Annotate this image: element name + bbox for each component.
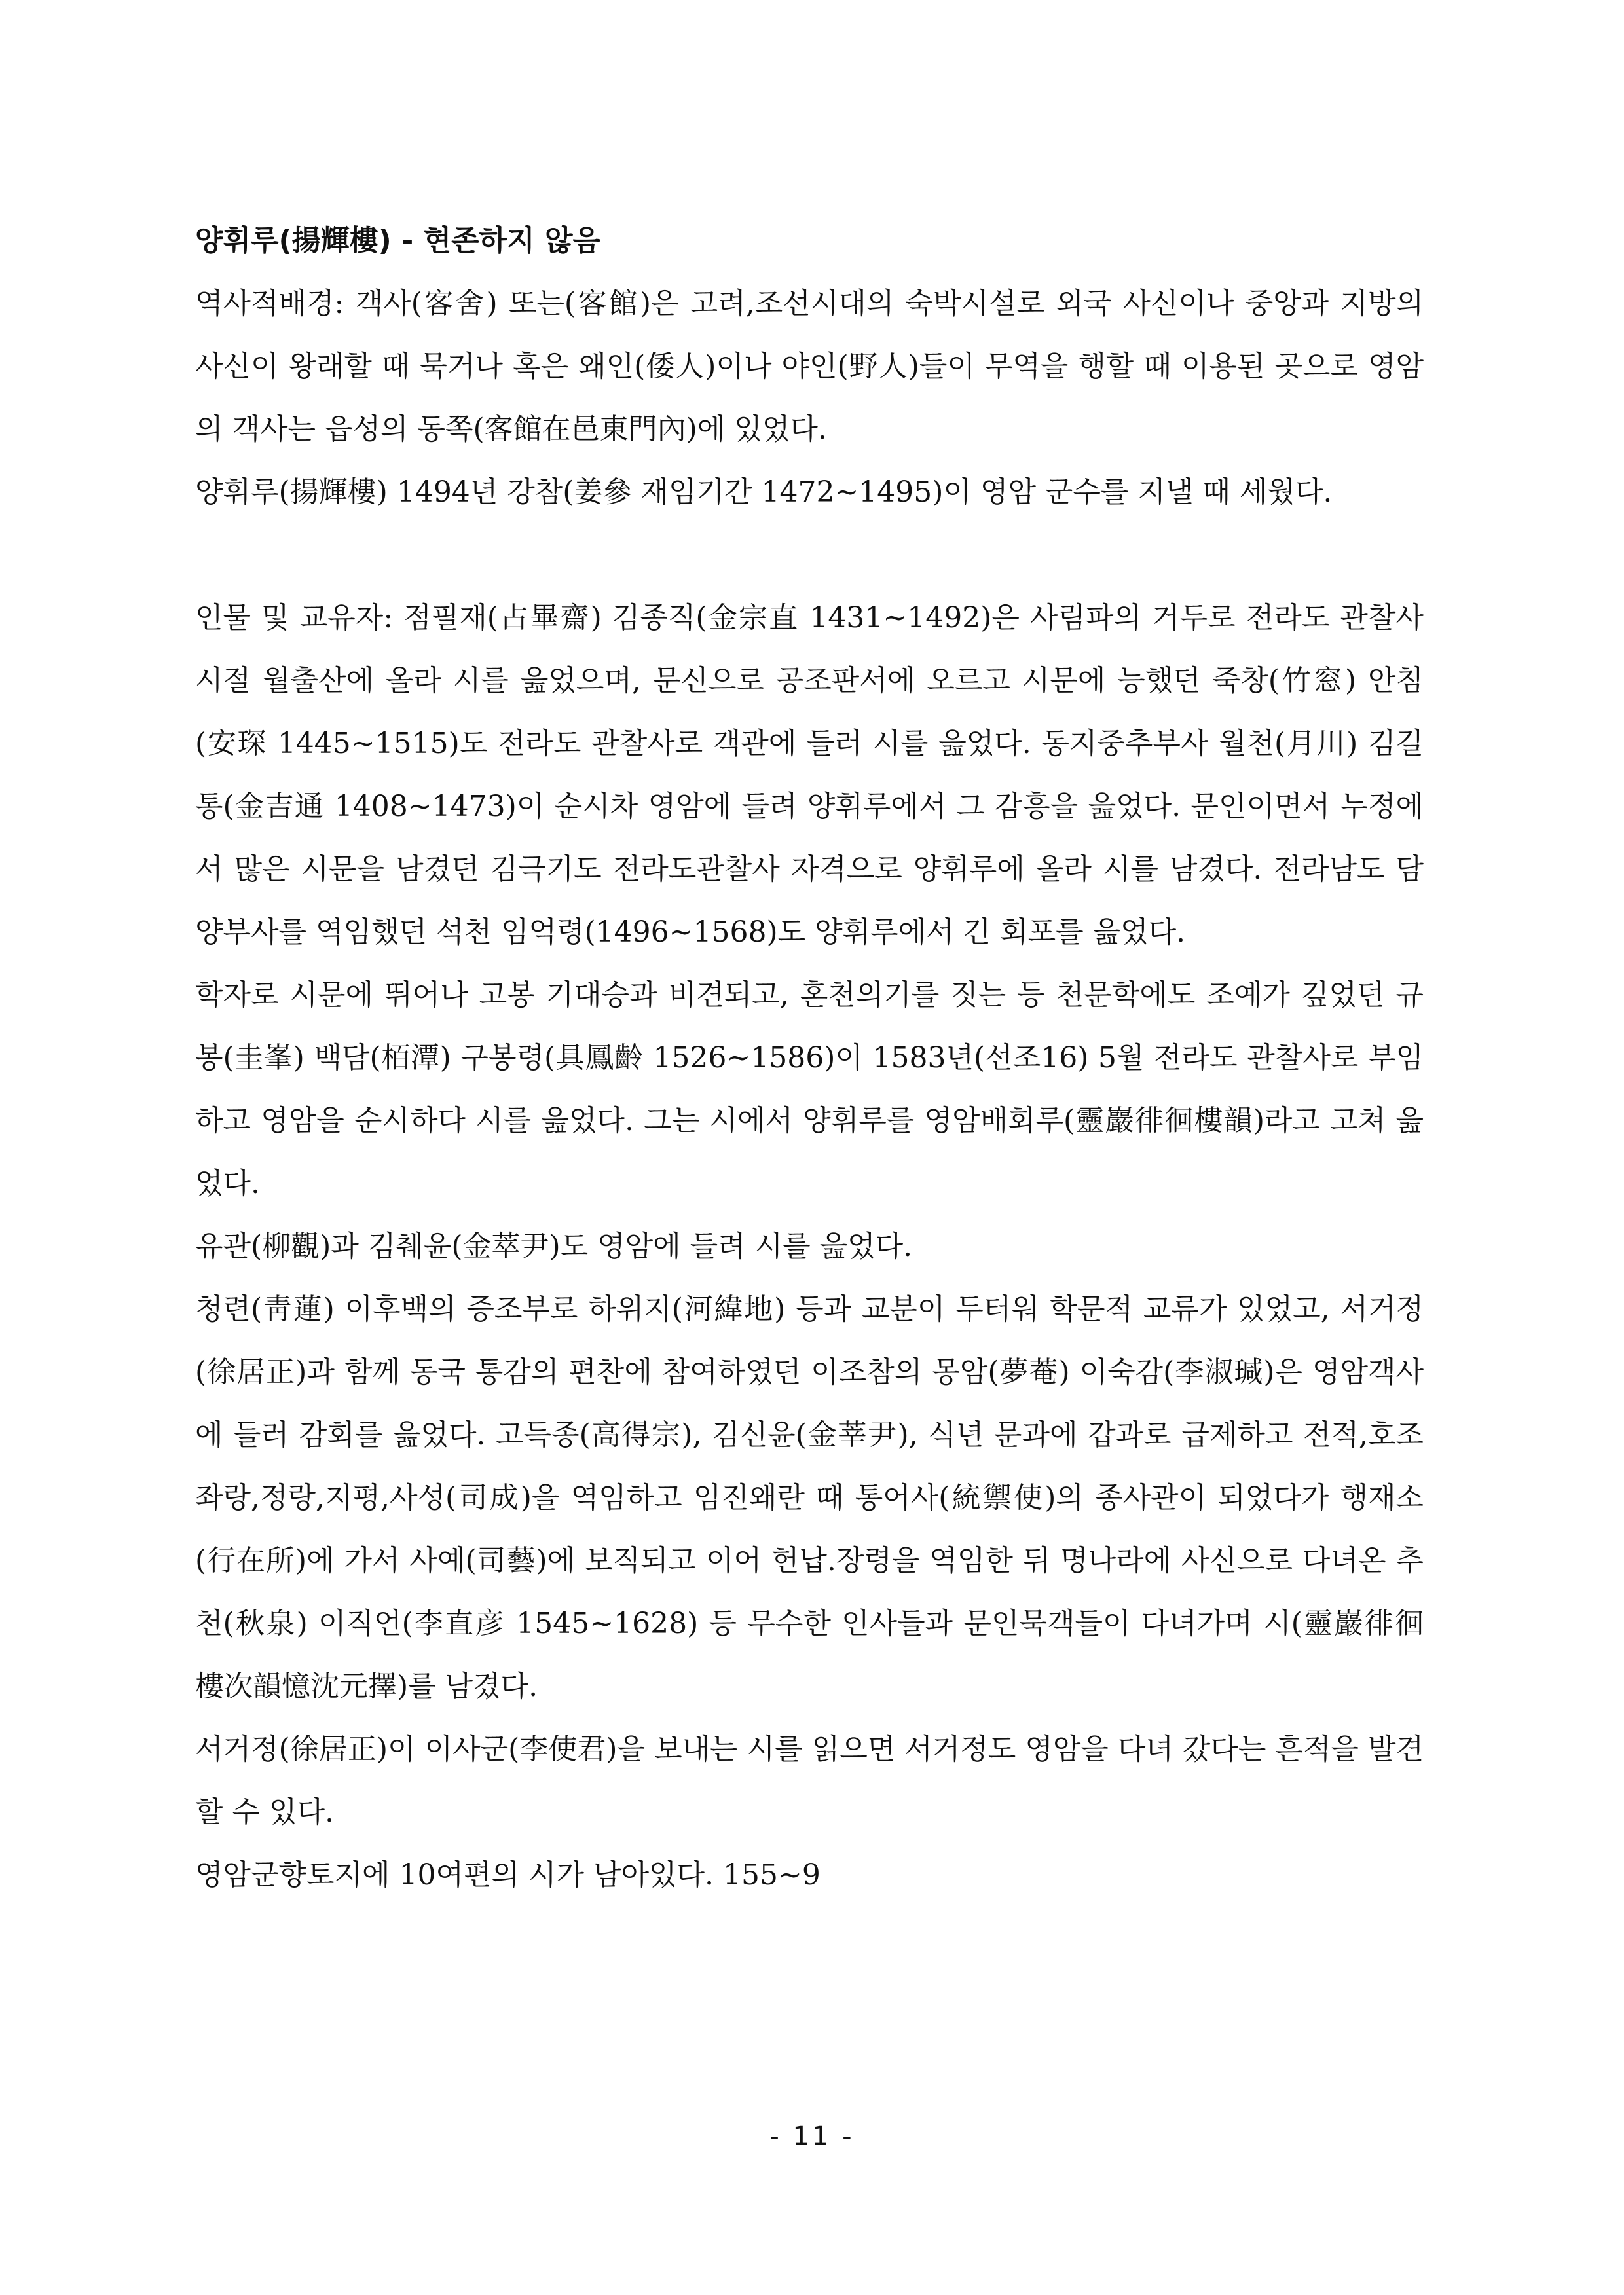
paragraph-hyangtoji: 영암군향토지에 10여편의 시가 남아있다. 155~9 (195, 1858, 821, 1892)
paragraph-people: 인물 및 교유자: 점필재(占畢齋) 김종직(金宗直 1431~1492)은 사림파의 거두로 전라도 관찰사 시절 월출산에 올라 시를 읊었으며, 문신으로 공조판서에 오르고 시문에 능했던 죽창(竹窓) 안침(安琛 1445~1515)도 전라도 관찰사로 객관에 들러 시를 읊었다. 동지중추부사 월천(月川) 김길통(金吉通 1408~1473)이 순시차 영암에 들려 양휘루에서 그 감흥을 읊었다. 문인이면서 누정에서 많은 시문을 남겼던 김극기도 전라도관찰사 자격으로 양휘루에 올라 시를 남겼다. 전라남도 담양부사를 역임했던 석천 임억령(1496~1568)도 양휘루에서 긴 회포를 읊었다. (195, 601, 1424, 949)
section-heading: 양휘루(揚輝樓) - 현존하지 않음 (195, 224, 600, 257)
page-number: - 11 - (769, 2121, 855, 2152)
paragraph-spacer (195, 524, 1424, 587)
paragraph-historical-background: 역사적배경: 객사(客舍) 또는(客館)은 고려,조선시대의 숙박시설로 외국 사신이나 중앙과 지방의 사신이 왕래할 때 묵거나 혹은 왜인(倭人)이나 야인(野人)들이 무역을 행할 때 이용된 곳으로 영암의 객사는 읍성의 동쪽(客館在邑東門內)에 있었다. (195, 287, 1424, 446)
paragraph-gu-bongnyeong: 학자로 시문에 뛰어나 고봉 기대승과 비견되고, 혼천의기를 짓는 등 천문학에도 조예가 깊었던 규봉(圭峯) 백담(栢潭) 구봉령(具鳳齡 1526~1586)이 1583년(선조16) 5월 전라도 관찰사로 부임하고 영암을 순시하다 시를 읊었다. 그는 시에서 양휘루를 영암배회루(靈巖徘徊樓韻)라고 고쳐 읊었다. (195, 978, 1424, 1200)
document-body (195, 210, 1424, 1907)
paragraph-construction: 양휘루(揚輝樓) 1494년 강참(姜參 재임기간 1472~1495)이 영암 군수를 지낼 때 세웠다. (195, 475, 1333, 509)
paragraph-lee-sukgam: 청련(靑蓮) 이후백의 증조부로 하위지(河緯地) 등과 교분이 두터워 학문적 교류가 있었고, 서거정(徐居正)과 함께 동국 통감의 편찬에 참여하였던 이조참의 몽암(夢菴) 이숙감(李淑瑊)은 영암객사에 들러 감회를 읊었다. 고득종(高得宗), 김신윤(金莘尹), 식년 문과에 갑과로 급제하고 전적,호조좌랑,정랑,지평,사성(司成)을 역임하고 임진왜란 때 통어사(統禦使)의 종사관이 되었다가 행재소(行在所)에 가서 사예(司藝)에 보직되고 이어 헌납.장령을 역임한 뒤 명나라에 사신으로 다녀온 추천(秋泉) 이직언(李直彦 1545~1628) 등 무수한 인사들과 문인묵객들이 다녀가며 시(靈巖徘徊樓次韻憶沈元擇)를 남겼다. (195, 1293, 1424, 1703)
paragraph-yu-gwan: 유관(柳觀)과 김췌윤(金萃尹)도 영암에 들려 시를 읊었다. (195, 1230, 913, 1263)
paragraph-seo-geojeong: 서거정(徐居正)이 이사군(李使君)을 보내는 시를 읽으면 서거정도 영암을 다녀 갔다는 흔적을 발견할 수 있다. (195, 1733, 1424, 1829)
